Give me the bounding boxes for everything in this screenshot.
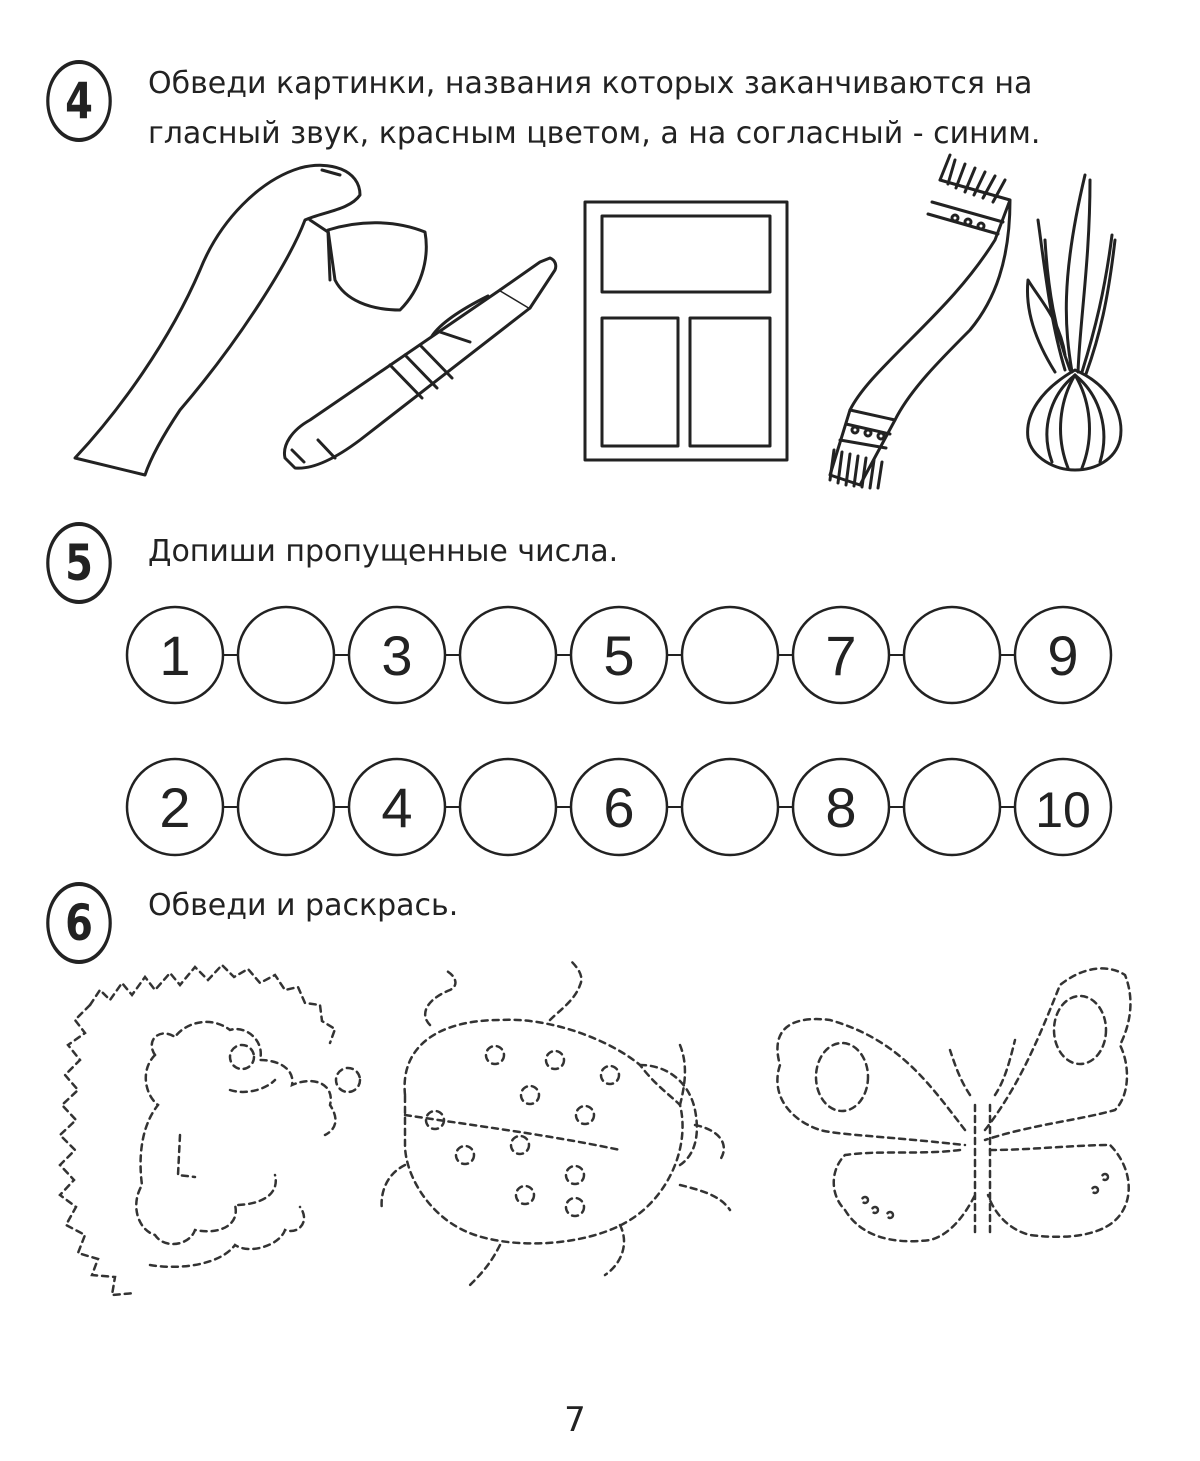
- number-label: 9: [1047, 624, 1079, 687]
- blank-number-circle[interactable]: [904, 607, 1000, 703]
- number-row-1: [0, 600, 1200, 710]
- task-4-number: 4: [46, 60, 112, 142]
- task-4-pictures: [60, 140, 1160, 500]
- pen-icon[interactable]: [284, 258, 555, 468]
- butterfly-icon[interactable]: [777, 968, 1130, 1241]
- number-label: 2: [159, 776, 191, 839]
- task-4-line-1: Обведи картинки, названия которых заканчиваются на: [148, 66, 1033, 101]
- number-label: 6: [603, 776, 635, 839]
- number-label: 5: [603, 624, 635, 687]
- task-5-number: 5: [46, 522, 112, 604]
- blank-number-circle[interactable]: [460, 759, 556, 855]
- number-label: 1: [159, 624, 191, 687]
- task-6-pictures: [30, 945, 1170, 1315]
- number-label: 10: [1035, 782, 1091, 838]
- blank-number-circle[interactable]: [460, 607, 556, 703]
- ladybug-icon[interactable]: [382, 960, 730, 1285]
- number-row-2: [0, 752, 1200, 862]
- onion-icon[interactable]: [1027, 175, 1120, 470]
- task-4-line-2: гласный звук, красным цветом, а на согласный - синим.: [148, 116, 1041, 151]
- number-label: 7: [825, 624, 857, 687]
- blank-number-circle[interactable]: [238, 607, 334, 703]
- blank-number-circle[interactable]: [682, 759, 778, 855]
- task-6-text: Обведи и раскрась.: [148, 888, 459, 923]
- task-6-instructions: [148, 882, 458, 930]
- page-number: 7: [564, 1400, 586, 1440]
- number-label: 8: [825, 776, 857, 839]
- number-label: 4: [381, 776, 413, 839]
- blank-number-circle[interactable]: [904, 759, 1000, 855]
- window-icon[interactable]: [585, 202, 787, 460]
- blank-number-circle[interactable]: [238, 759, 334, 855]
- hedgehog-icon[interactable]: [60, 965, 360, 1295]
- task-5-instructions: [148, 528, 618, 576]
- scarf-icon[interactable]: [830, 155, 1010, 488]
- number-label: 3: [381, 624, 413, 687]
- blank-number-circle[interactable]: [682, 607, 778, 703]
- task-5-text: Допиши пропущенные числа.: [148, 534, 619, 569]
- task-6-number: 6: [46, 882, 112, 964]
